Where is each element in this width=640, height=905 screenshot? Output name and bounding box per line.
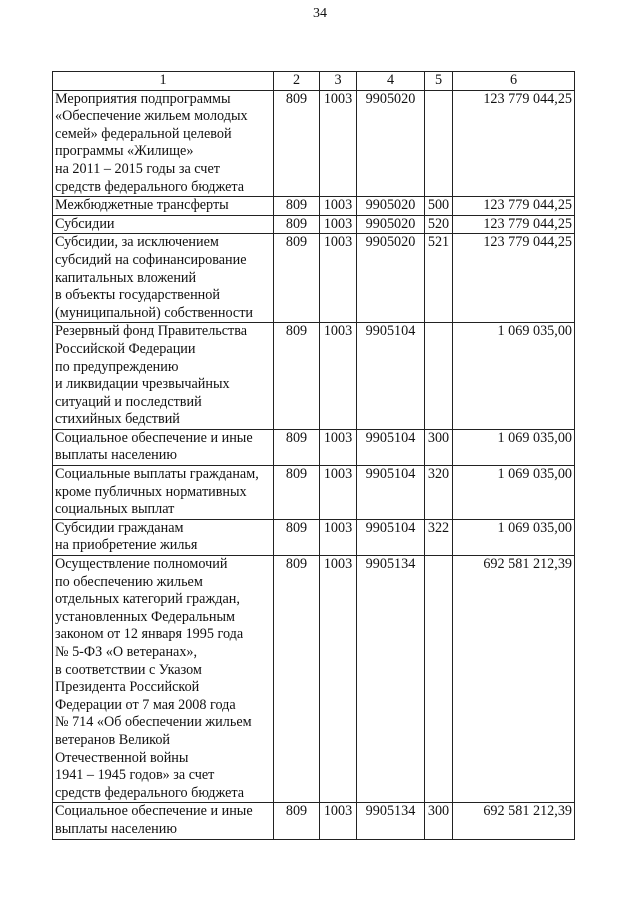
target-article-cell: 9905104	[357, 429, 425, 465]
amount-cell: 1 069 035,00	[453, 429, 575, 465]
ministry-code-cell: 809	[274, 429, 320, 465]
expense-name-cell: Социальное обеспечение и иные выплаты населению	[53, 803, 274, 839]
header-cell: 3	[320, 72, 357, 91]
expense-type-cell: 320	[425, 466, 453, 520]
section-code-cell: 1003	[320, 90, 357, 197]
expense-type-cell: 500	[425, 197, 453, 216]
ministry-code-cell: 809	[274, 519, 320, 555]
amount-cell: 123 779 044,25	[453, 90, 575, 197]
expense-name-cell: Социальные выплаты гражданам, кроме публичных нормативных социальных выплат	[53, 466, 274, 520]
amount-cell: 123 779 044,25	[453, 234, 575, 323]
amount-cell: 692 581 212,39	[453, 556, 575, 803]
header-cell: 6	[453, 72, 575, 91]
target-article-cell: 9905104	[357, 323, 425, 430]
amount-cell: 123 779 044,25	[453, 197, 575, 216]
section-code-cell: 1003	[320, 429, 357, 465]
expense-name-cell: Субсидии, за исключением субсидий на софинансирование капитальных вложений в объекты государственной (муниципальной) собственности	[53, 234, 274, 323]
ministry-code-cell: 809	[274, 323, 320, 430]
expense-type-cell: 520	[425, 215, 453, 234]
table-row	[53, 90, 575, 197]
expense-type-cell	[425, 556, 453, 803]
ministry-code-cell: 809	[274, 466, 320, 520]
header-cell: 4	[357, 72, 425, 91]
expense-type-cell: 300	[425, 429, 453, 465]
target-article-cell: 9905020	[357, 234, 425, 323]
ministry-code-cell: 809	[274, 90, 320, 197]
table-body	[53, 90, 575, 839]
expense-type-cell: 521	[425, 234, 453, 323]
expense-name-cell: Осуществление полномочий по обеспечению жильем отдельных категорий граждан, установленных Федеральным законом от 12 января 1995 года № 5-ФЗ «О ветеранах», в соответствии с Указом Президента Российской Федерации от 7 мая 2008 года № 714 «Об обеспечении жильем ветеранов Великой Отечественной войны 1941 – 1945 годов» за счет средств федерального бюджета	[53, 556, 274, 803]
table-row	[53, 429, 575, 465]
table-row	[53, 215, 575, 234]
expense-type-cell: 322	[425, 519, 453, 555]
expense-name-cell: Субсидии гражданам на приобретение жилья	[53, 519, 274, 555]
amount-cell: 1 069 035,00	[453, 466, 575, 520]
table-header	[53, 72, 575, 91]
section-code-cell: 1003	[320, 519, 357, 555]
expense-name-cell: Межбюджетные трансферты	[53, 197, 274, 216]
target-article-cell: 9905104	[357, 519, 425, 555]
target-article-cell: 9905020	[357, 197, 425, 216]
table-row	[53, 197, 575, 216]
table-row	[53, 234, 575, 323]
table-row	[53, 519, 575, 555]
amount-cell: 1 069 035,00	[453, 323, 575, 430]
table-row	[53, 556, 575, 803]
target-article-cell: 9905020	[357, 90, 425, 197]
section-code-cell: 1003	[320, 197, 357, 216]
section-code-cell: 1003	[320, 466, 357, 520]
amount-cell: 1 069 035,00	[453, 519, 575, 555]
expense-name-cell: Резервный фонд Правительства Российской Федерации по предупреждению и ликвидации чрезвычайных ситуаций и последствий стихийных бедствий	[53, 323, 274, 430]
header-cell: 1	[53, 72, 274, 91]
expense-name-cell: Субсидии	[53, 215, 274, 234]
expense-type-cell	[425, 90, 453, 197]
page-number: 34	[313, 6, 327, 21]
header-cell: 2	[274, 72, 320, 91]
header-row	[53, 72, 575, 91]
section-code-cell: 1003	[320, 215, 357, 234]
expense-name-cell: Социальное обеспечение и иные выплаты населению	[53, 429, 274, 465]
target-article-cell: 9905020	[357, 215, 425, 234]
table-row	[53, 803, 575, 839]
expense-type-cell: 300	[425, 803, 453, 839]
section-code-cell: 1003	[320, 556, 357, 803]
ministry-code-cell: 809	[274, 803, 320, 839]
target-article-cell: 9905134	[357, 556, 425, 803]
section-code-cell: 1003	[320, 803, 357, 839]
table-row	[53, 466, 575, 520]
table-row	[53, 323, 575, 430]
target-article-cell: 9905134	[357, 803, 425, 839]
expense-name-cell: Мероприятия подпрограммы «Обеспечение жильем молодых семей» федеральной целевой программы «Жилище» на 2011 – 2015 годы за счет средств федерального бюджета	[53, 90, 274, 197]
ministry-code-cell: 809	[274, 215, 320, 234]
ministry-code-cell: 809	[274, 556, 320, 803]
amount-cell: 123 779 044,25	[453, 215, 575, 234]
target-article-cell: 9905104	[357, 466, 425, 520]
expense-type-cell	[425, 323, 453, 430]
section-code-cell: 1003	[320, 323, 357, 430]
header-cell: 5	[425, 72, 453, 91]
ministry-code-cell: 809	[274, 234, 320, 323]
budget-table	[52, 71, 575, 840]
ministry-code-cell: 809	[274, 197, 320, 216]
amount-cell: 692 581 212,39	[453, 803, 575, 839]
section-code-cell: 1003	[320, 234, 357, 323]
